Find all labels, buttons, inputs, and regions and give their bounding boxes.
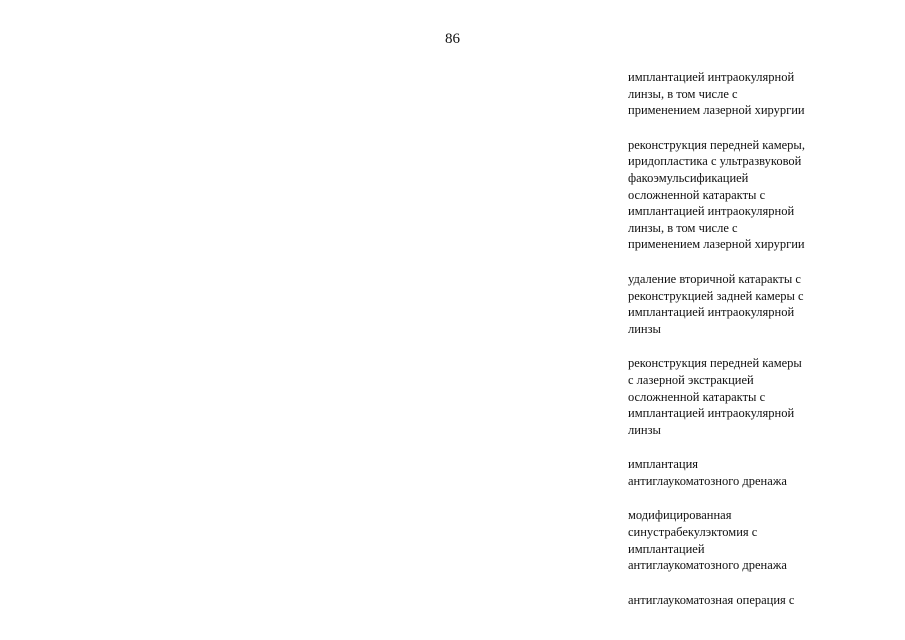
text-line: модифицированная — [628, 508, 732, 523]
paragraph-3 — [628, 271, 888, 337]
text-line: удаление вторичной катаракты с — [628, 271, 801, 286]
text-line: линзы — [628, 422, 661, 437]
text-line: имплантацией интраокулярной — [628, 305, 795, 320]
text-line: имплантацией интраокулярной — [628, 204, 795, 219]
text-line: имплантацией интраокулярной — [628, 70, 795, 84]
paragraph-2 — [628, 137, 888, 253]
text-line: имплантация — [628, 457, 699, 472]
page-number: 86 — [445, 31, 460, 47]
text-line: реконструкция передней камеры — [628, 356, 802, 371]
text-line: применением лазерной хирургии — [628, 103, 805, 118]
text-line: антиглаукоматозная операция с — [628, 592, 795, 607]
text-line: линзы, в том числе с — [628, 86, 738, 101]
paragraph-7 — [628, 592, 888, 609]
paragraph-1 — [628, 69, 888, 119]
text-line: антиглаукоматозного дренажа — [628, 558, 787, 573]
text-line: линзы — [628, 321, 661, 336]
text-line: антиглаукоматозного дренажа — [628, 473, 787, 488]
text-line: линзы, в том числе с — [628, 220, 738, 235]
text-line: реконструкция передней камеры, — [628, 137, 805, 152]
text-line: синустрабекулэктомия с — [628, 525, 758, 540]
text-line: факоэмульсификацией — [628, 170, 749, 185]
text-line: применением лазерной хирургии — [628, 237, 805, 252]
paragraph-4 — [628, 355, 888, 438]
text-line: имплантацией интраокулярной — [628, 406, 795, 421]
paragraph-5 — [628, 456, 888, 489]
text-line: осложненной катаракты с — [628, 187, 766, 202]
text-line: имплантацией — [628, 541, 705, 556]
text-line: осложненной катаракты с — [628, 389, 766, 404]
paragraph-6 — [628, 507, 888, 573]
text-column — [628, 69, 888, 626]
text-line: реконструкцией задней камеры с — [628, 288, 804, 303]
text-line: с лазерной экстракцией — [628, 372, 754, 387]
text-line: иридопластика с ультразвуковой — [628, 154, 802, 169]
